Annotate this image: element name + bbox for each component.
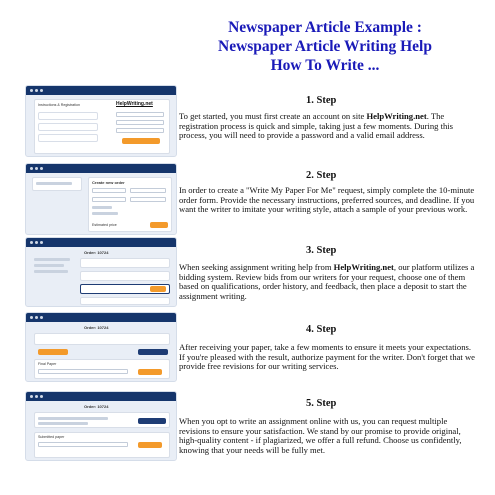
- step-5-text-a: When you opt to write an assignment online with us, you can request multiple revisions to ensure your satisfaction. We stand by our promise to provide original, high-quality content - if plagiarized, we offer a full refund. Choose us confidently, knowing that your needs will be fully met.: [179, 416, 462, 455]
- step-3-text-bold: HelpWriting.net: [333, 262, 394, 272]
- bid-row[interactable]: [80, 297, 170, 305]
- title-line-3: How To Write ...: [270, 57, 380, 74]
- summary-line: [38, 422, 88, 425]
- final-paper-label: Final Paper: [38, 362, 57, 366]
- step-5-text: [179, 417, 477, 455]
- deadline-field[interactable]: [92, 197, 126, 202]
- approve-button[interactable]: [138, 349, 168, 355]
- site-logo: HelpWriting.net: [116, 101, 153, 107]
- sidebar-line: [34, 258, 70, 261]
- step-3-text: [179, 263, 477, 301]
- window-titlebar: [26, 313, 176, 322]
- info-card: [38, 134, 98, 142]
- messages-button[interactable]: [138, 418, 166, 424]
- bid-row[interactable]: [80, 258, 170, 268]
- file-row[interactable]: [38, 369, 128, 374]
- step-1-text-b: . The registration process is quick and simple, taking just a few moments. During this process, you will need to provide a password and a valid email address.: [179, 111, 454, 141]
- progress-line: [36, 182, 72, 185]
- hire-button[interactable]: [150, 286, 166, 292]
- step-3-text-a: When seeking assignment writing help from: [179, 262, 334, 272]
- password-field[interactable]: [116, 120, 164, 125]
- estimated-price: Estimated price: [92, 223, 117, 227]
- form-title: Create new order: [92, 180, 125, 185]
- title-line-1: Newspaper Article Example :: [228, 19, 422, 36]
- status-panel: [34, 333, 170, 345]
- step-2-text: [179, 186, 477, 215]
- step-1-text-a: To get started, you must first create an account on site: [179, 111, 367, 121]
- window-titlebar: [26, 164, 176, 173]
- label-line: [92, 206, 112, 209]
- step-2-heading: 2. Step: [306, 170, 337, 181]
- window-titlebar: [26, 238, 176, 247]
- bid-row[interactable]: [80, 271, 170, 281]
- step-4-heading: 4. Step: [306, 324, 337, 335]
- info-card: [38, 112, 98, 120]
- paper-type-field[interactable]: [92, 188, 126, 193]
- step-5-heading: 5. Step: [306, 398, 337, 409]
- step-3-screenshot: [25, 237, 177, 307]
- step-1-screenshot: [25, 85, 177, 157]
- order-number: Order: 10724: [84, 404, 109, 409]
- title-line-2: Newspaper Article Writing Help: [218, 38, 432, 55]
- step-3-heading: 3. Step: [306, 245, 337, 256]
- label-line: [92, 212, 118, 215]
- shot-caption: Instructions & Registration: [38, 103, 80, 107]
- step-4-text-a: After receiving your paper, take a few moments to ensure it meets your expectations. If you're pleased with the result, authorize payment for the writer. Don't forget that we provide free revisions for our writing services.: [179, 342, 475, 372]
- signup-button[interactable]: [122, 138, 160, 144]
- subject-field[interactable]: [130, 188, 166, 193]
- step-1-text-bold: HelpWriting.net: [366, 111, 427, 121]
- step-4-text: [179, 343, 477, 372]
- download-button[interactable]: [138, 442, 162, 448]
- email-field[interactable]: [116, 112, 164, 117]
- step-5-screenshot: [25, 391, 177, 461]
- step-1-heading: 1. Step: [306, 95, 337, 106]
- order-number: Order: 10724: [84, 250, 109, 255]
- window-titlebar: [26, 86, 176, 95]
- summary-line: [38, 417, 108, 420]
- step-2-screenshot: [25, 163, 177, 235]
- sidebar-line: [34, 264, 64, 267]
- revision-button[interactable]: [38, 349, 68, 355]
- pages-field[interactable]: [130, 197, 166, 202]
- window-titlebar: [26, 392, 176, 401]
- step-4-screenshot: [25, 312, 177, 382]
- page-title: [175, 18, 475, 75]
- sidebar-line: [34, 270, 68, 273]
- submitted-label: Submitted paper: [38, 435, 65, 439]
- info-card: [38, 123, 98, 131]
- step-3-text-b: , our platform utilizes a bidding system. Review bids from our writers for your request, choose one of them based on qualifications, order history, and feedback, then place a deposit to start the assignment writing.: [179, 262, 475, 301]
- step-1-text: [179, 112, 477, 141]
- download-button[interactable]: [138, 369, 162, 375]
- order-number: Order: 10724: [84, 325, 109, 330]
- file-row[interactable]: [38, 442, 128, 447]
- next-button[interactable]: [150, 222, 168, 228]
- confirm-field[interactable]: [116, 128, 164, 133]
- step-2-text-a: In order to create a "Write My Paper For Me" request, simply complete the 10-minute order form. Provide the necessary instructions, preferred sources, and deadline. If you want the writer to imitate your writing style, attach a sample of your previous work.: [179, 185, 475, 215]
